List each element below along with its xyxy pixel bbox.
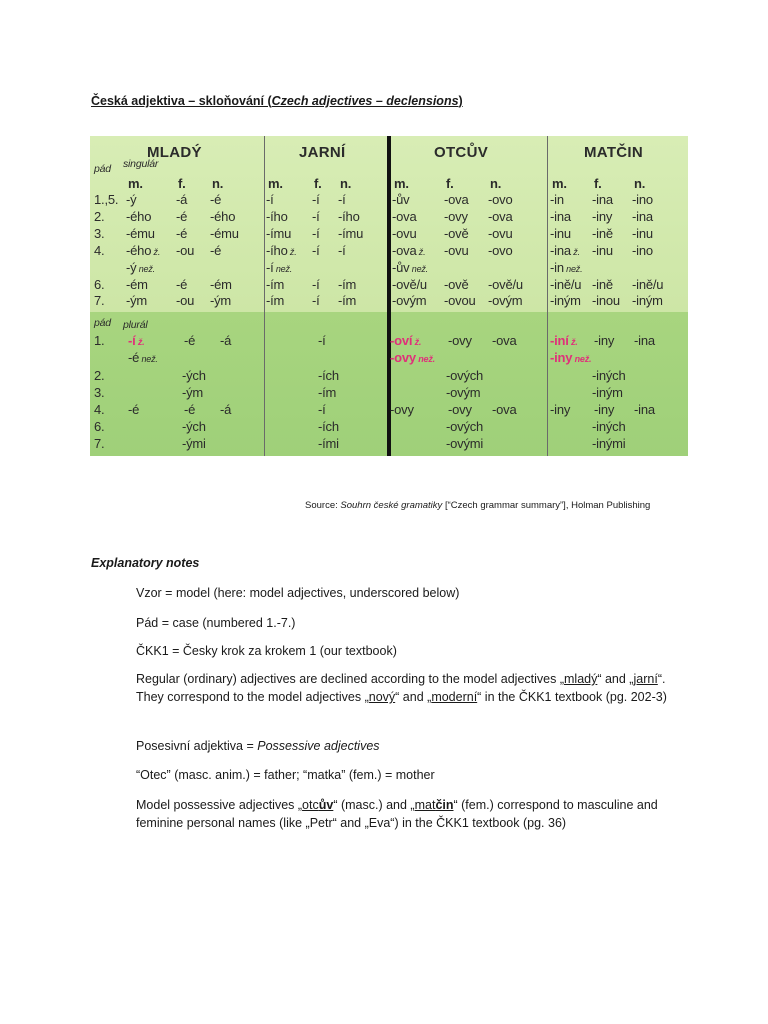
ending-cell: -ino [632, 243, 653, 258]
ending-cell: -iny [594, 333, 615, 348]
ending-cell: -ova ž. [392, 243, 426, 258]
case-number: 2. [94, 209, 105, 224]
ending-cell: -í [318, 333, 326, 348]
ending-cell: -á [220, 333, 232, 348]
ending-cell: -ina [634, 333, 655, 348]
ending-cell: -í [312, 243, 320, 258]
case-number: 3. [94, 226, 105, 241]
ending-cell: -ému [126, 226, 155, 241]
ending-cell: -ý [126, 192, 137, 207]
ending-cell: -é [184, 333, 196, 348]
column-divider [547, 136, 548, 456]
ending-cell: -ovo [488, 243, 513, 258]
ending-cell: -ově/u [488, 277, 523, 292]
gender-header: n. [490, 176, 502, 191]
ending-cell: -ým [210, 293, 232, 308]
ending-cell: -í [318, 402, 326, 417]
ending-cell: -ině/u [632, 277, 664, 292]
ending-cell: -á [220, 402, 232, 417]
gender-header: f. [594, 176, 602, 191]
ending-cell: -ího ž. [266, 243, 297, 258]
gender-header: n. [340, 176, 352, 191]
ending-cell: -ových [446, 368, 484, 383]
pad-label-plural: pád [94, 317, 111, 329]
ending-cell: -ím [266, 277, 285, 292]
case-number: 4. [94, 243, 105, 258]
ending-cell: -ému [210, 226, 239, 241]
ending-cell: -in [550, 192, 564, 207]
ending-cell: -ově/u [392, 277, 427, 292]
ending-cell: -inu [550, 226, 571, 241]
ending-cell: -iny [592, 209, 613, 224]
ending-cell: -ých [182, 419, 206, 434]
ending-cell: -iny [550, 402, 571, 417]
ending-cell: -í [312, 226, 320, 241]
ending-cell: -ina [550, 209, 571, 224]
ending-cell: -inu [592, 243, 613, 258]
note-posesivni: Posesivní adjektiva = Possessive adjectives [136, 739, 380, 753]
ending-cell: -iny než. [550, 350, 592, 365]
ending-cell: -é [210, 243, 222, 258]
gender-header: n. [212, 176, 224, 191]
ending-cell: -ina [632, 209, 653, 224]
ending-cell: -ovy [448, 333, 472, 348]
gender-header: f. [178, 176, 186, 191]
ending-cell: -inu [632, 226, 653, 241]
ending-cell: -ým [182, 385, 204, 400]
ending-cell: -iných [592, 419, 626, 434]
ending-cell: -ovu [392, 226, 417, 241]
ending-cell: -ý než. [126, 260, 155, 275]
case-number: 3. [94, 385, 105, 400]
ending-cell: -ově [444, 277, 469, 292]
ending-cell: -iny [594, 402, 615, 417]
ending-cell: -é [128, 402, 140, 417]
ending-cell: -iným [592, 385, 623, 400]
plural-label: plurál [123, 319, 148, 331]
ending-cell: -ého ž. [126, 243, 161, 258]
document-title: Česká adjektiva – skloňování (Czech adjectives – declensions) [91, 94, 463, 108]
declension-table-image [90, 136, 688, 456]
ending-cell: -ím [338, 293, 357, 308]
column-divider [264, 136, 265, 456]
ending-cell: -ův [392, 192, 410, 207]
pad-label: pád [94, 163, 111, 175]
ending-cell: -é [176, 209, 188, 224]
ending-cell: -ina [592, 192, 613, 207]
ending-cell: -ovy [444, 209, 468, 224]
ending-cell: -ímu [338, 226, 364, 241]
ending-cell: -ého [126, 209, 152, 224]
ending-cell: -iných [592, 368, 626, 383]
ending-cell: -ův než. [392, 260, 428, 275]
ending-cell: -ovu [488, 226, 513, 241]
notes-heading: Explanatory notes [91, 556, 200, 570]
gender-header: f. [446, 176, 454, 191]
ending-cell: -ině/u [550, 277, 582, 292]
ending-cell: -é než. [128, 350, 158, 365]
ending-cell: -ovy [390, 402, 414, 417]
gender-header: m. [394, 176, 409, 191]
ending-cell: -é [210, 192, 222, 207]
case-number: 1. [94, 333, 105, 348]
ending-cell: -ými [182, 436, 206, 451]
ending-cell: -ou [176, 243, 195, 258]
note-regular: Regular (ordinary) adjectives are declined according to the model adjectives „mladý“ and „jarní“. They correspond to the model adjectives „nový“ and „moderní“ in the ČKK1 textbook (pg. 202-3) [136, 672, 667, 704]
case-number: 6. [94, 419, 105, 434]
ending-cell: -ích [318, 419, 339, 434]
ending-cell: -í [312, 209, 320, 224]
ending-cell: -í [312, 277, 320, 292]
ending-cell: -ova [444, 192, 469, 207]
ending-cell: -ovým [446, 385, 481, 400]
ending-cell: -ova [488, 209, 513, 224]
ending-cell: -ovo [488, 192, 513, 207]
ending-cell: -ině [592, 226, 613, 241]
header-otcuv: OTCŮV [434, 144, 488, 161]
ending-cell: -ém [210, 277, 232, 292]
case-number: 2. [94, 368, 105, 383]
ending-cell: -ím [338, 277, 357, 292]
ending-cell: -ích [318, 368, 339, 383]
ending-cell: -ině [592, 277, 613, 292]
gender-header: m. [552, 176, 567, 191]
ending-cell: -ovým [392, 293, 427, 308]
ending-cell: -í ž. [128, 333, 145, 348]
ending-cell: -ou [176, 293, 195, 308]
ending-cell: -ovým [488, 293, 523, 308]
header-mlady: MLADÝ [147, 144, 202, 161]
ending-cell: -ího [338, 209, 360, 224]
ending-cell: -inou [592, 293, 620, 308]
ending-cell: -iným [550, 293, 581, 308]
ending-cell: -ino [632, 192, 653, 207]
ending-cell: -ova [492, 333, 517, 348]
case-number: 7. [94, 293, 105, 308]
ending-cell: -í [312, 192, 320, 207]
note-pad: Pád = case (numbered 1.-7.) [136, 616, 296, 630]
gender-header: m. [128, 176, 143, 191]
ending-cell: -ovu [444, 243, 469, 258]
ending-cell: -ých [182, 368, 206, 383]
ending-cell: -ina ž. [550, 243, 580, 258]
ending-cell: -é [184, 402, 196, 417]
ending-cell: -í [338, 192, 346, 207]
ending-cell: -ího [266, 209, 288, 224]
case-number: 4. [94, 402, 105, 417]
ending-cell: -in než. [550, 260, 583, 275]
ending-cell: -oví ž. [390, 333, 422, 348]
ending-cell: -ého [210, 209, 236, 224]
gender-header: f. [314, 176, 322, 191]
ending-cell: -ovými [446, 436, 484, 451]
header-jarni: JARNÍ [299, 144, 346, 161]
header-matcin: MATČIN [584, 144, 644, 161]
ending-cell: -í [338, 243, 346, 258]
ending-cell: -ím [266, 293, 285, 308]
ending-cell: -ém [126, 277, 148, 292]
note-vzor: Vzor = model (here: model adjectives, underscored below) [136, 586, 460, 600]
ending-cell: -iní ž. [550, 333, 578, 348]
singular-label: singulár [123, 158, 159, 170]
ending-cell: -iným [632, 293, 663, 308]
case-number: 7. [94, 436, 105, 451]
source-citation: Source: Souhrn české gramatiky [“Czech grammar summary”], Holman Publishing [305, 500, 651, 511]
case-number: 6. [94, 277, 105, 292]
ending-cell: -ovou [444, 293, 476, 308]
ending-cell: -ova [392, 209, 417, 224]
ending-cell: -ově [444, 226, 469, 241]
note-model: Model possessive adjectives „otcův“ (masc.) and „matčin“ (fem.) correspond to masculine and feminine personal names (like „Petr“ and „Eva“) in the ČKK1 textbook (pg. 36) [136, 798, 658, 830]
gender-header: n. [634, 176, 646, 191]
ending-cell: -é [176, 277, 188, 292]
gender-header: m. [268, 176, 283, 191]
ending-cell: -ovy [448, 402, 472, 417]
ending-cell: -í [266, 192, 274, 207]
ending-cell: -í než. [266, 260, 293, 275]
ending-cell: -ím [318, 385, 337, 400]
ending-cell: -ým [126, 293, 148, 308]
ending-cell: -á [176, 192, 188, 207]
note-ckk1: ČKK1 = Česky krok za krokem 1 (our textbook) [136, 644, 397, 658]
ending-cell: -ina [634, 402, 655, 417]
ending-cell: -ových [446, 419, 484, 434]
ending-cell: -ovy než. [390, 350, 435, 365]
ending-cell: -ími [318, 436, 339, 451]
ending-cell: -inými [592, 436, 626, 451]
case-number: 1.,5. [94, 192, 119, 207]
ending-cell: -ímu [266, 226, 292, 241]
ending-cell: -í [312, 293, 320, 308]
ending-cell: -é [176, 226, 188, 241]
note-otec: “Otec” (masc. anim.) = father; “matka” (fem.) = mother [136, 768, 435, 782]
ending-cell: -ova [492, 402, 517, 417]
